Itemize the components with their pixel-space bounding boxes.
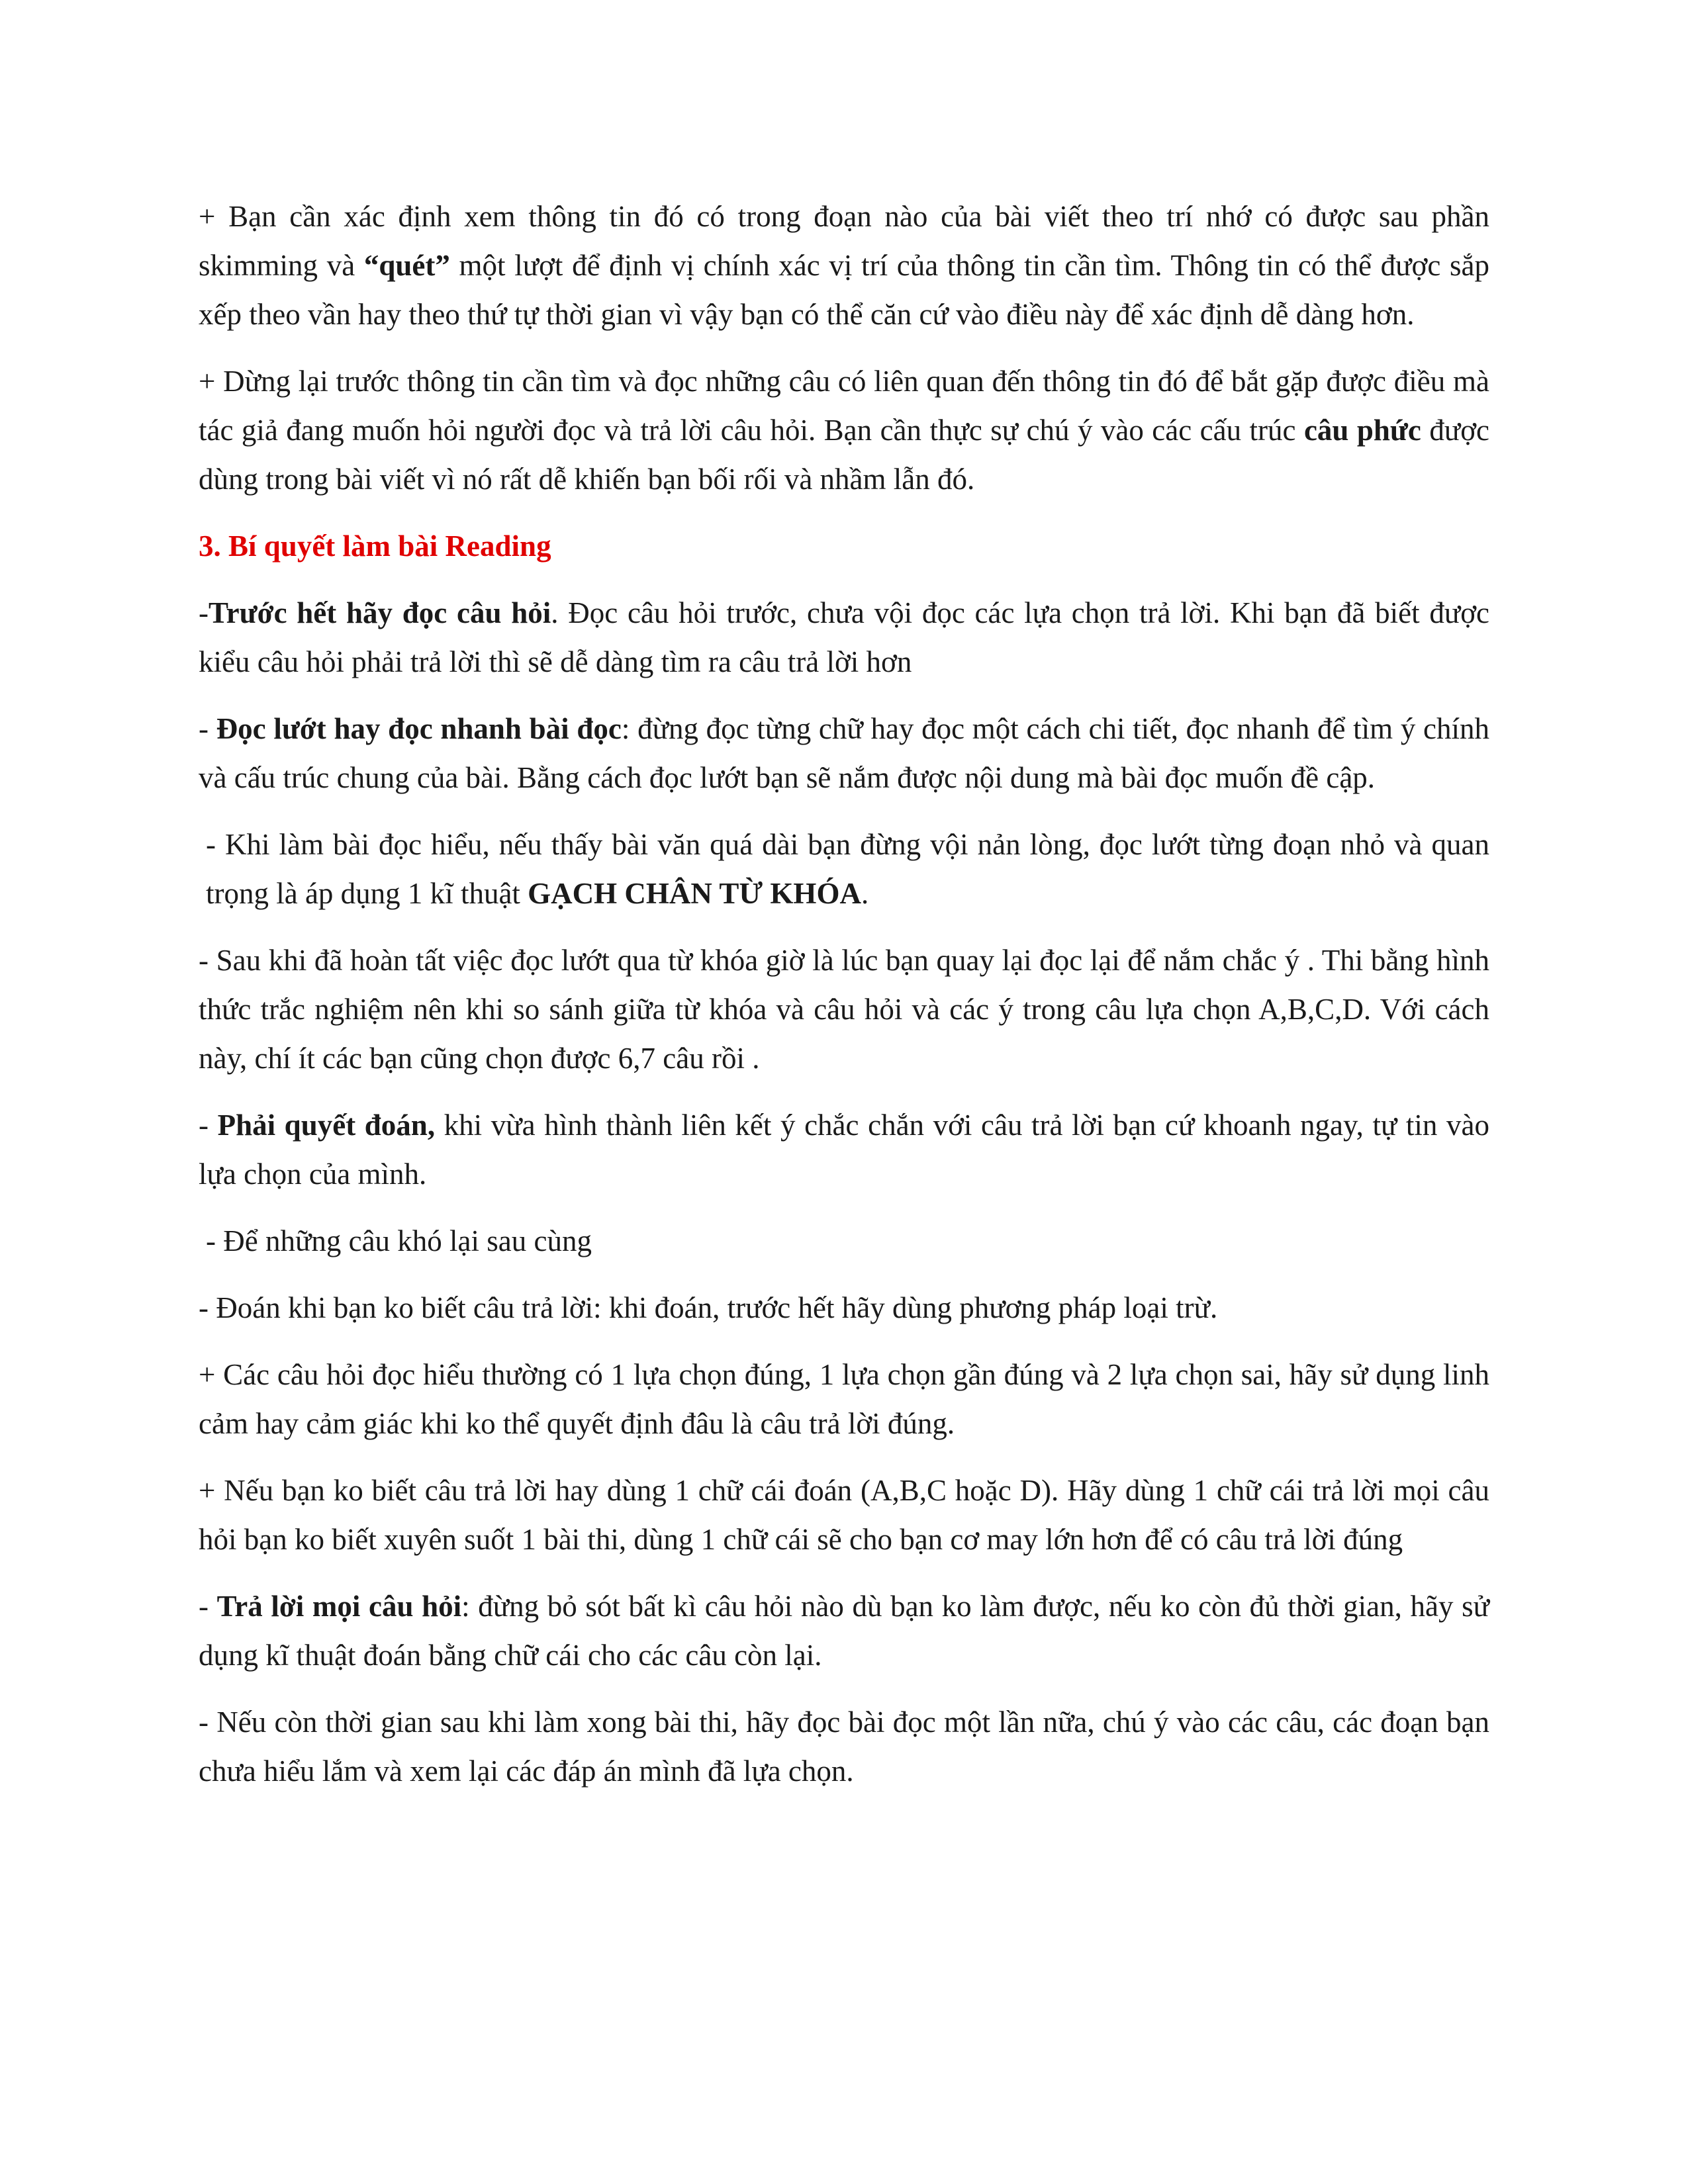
paragraph-underline-keywords: - Khi làm bài đọc hiểu, nếu thấy bài văn quá dài bạn đừng vội nản lòng, đọc lướt từng đoạn nhỏ và quan trọng là áp dụng 1 kĩ thuật GẠCH CHÂN TỪ KHÓA. — [206, 828, 1489, 910]
section-heading: 3. Bí quyết làm bài Reading — [199, 529, 551, 563]
paragraph-answer-all: - Trả lời mọi câu hỏi: đừng bỏ sót bất kì câu hỏi nào dù bạn ko làm được, nếu ko còn đủ thời gian, hãy sử dụng kĩ thuật đoán bằng chữ cái cho các câu còn lại. — [199, 1590, 1490, 1672]
document-page — [199, 192, 1489, 1813]
paragraph-locate-information: + Bạn cần xác định xem thông tin đó có trong đoạn nào của bài viết theo trí nhớ có được sau phần skimming và “quét” một lượt để định vị chính xác vị trí của thông tin cần tìm. Thông tin có thể được sắp xếp theo vần hay theo thứ tự thời gian vì vậy bạn có thể căn cứ vào điều này để xác định dễ dàng hơn. — [199, 200, 1489, 331]
paragraph-stop-before-information: + Dừng lại trước thông tin cần tìm và đọc những câu có liên quan đến thông tin đó để bắt gặp được điều mà tác giả đang muốn hỏi người đọc và trả lời câu hỏi. Bạn cần thực sự chú ý vào các cấu trúc câu phức được dùng trong bài viết vì nó rất dễ khiến bạn bối rối và nhầm lẫn đó. — [199, 365, 1489, 496]
paragraph-single-letter-guess: + Nếu bạn ko biết câu trả lời hay dùng 1 chữ cái đoán (A,B,C hoặc D). Hãy dùng 1 chữ cái trả lời mọi câu hỏi bạn ko biết xuyên suốt 1 bài thi, dùng 1 chữ cái sẽ cho bạn cơ may lớn hơn để có câu trả lời đúng — [199, 1474, 1489, 1556]
paragraph-skim-reading: - Đọc lướt hay đọc nhanh bài đọc: đừng đọc từng chữ hay đọc một cách chi tiết, đọc nhanh để tìm ý chính và cấu trúc chung của bài. Bằng cách đọc lướt bạn sẽ nắm được nội dung mà bài đọc muốn đề cập. — [199, 712, 1489, 794]
bold-term-underline-keywords: GẠCH CHÂN TỪ KHÓA — [528, 877, 861, 910]
bold-term-skim: Đọc lướt hay đọc nhanh bài đọc — [216, 712, 622, 745]
bold-term-answer-all: Trả lời mọi câu hỏi — [216, 1590, 462, 1623]
paragraph-guess-elimination: - Đoán khi bạn ko biết câu trả lời: khi đoán, trước hết hãy dùng phương pháp loại trừ. — [199, 1291, 1218, 1324]
paragraph-review-keywords: - Sau khi đã hoàn tất việc đọc lướt qua từ khóa giờ là lúc bạn quay lại đọc lại để nắm chắc ý . Thi bằng hình thức trắc nghiệm nên khi so sánh giữa từ khóa và câu hỏi và các ý trong câu lựa chọn A,B,C,D. Với cách này, chí ít các bạn cũng chọn được 6,7 câu rồi . — [199, 944, 1489, 1075]
paragraph-read-questions-first: -Trước hết hãy đọc câu hỏi. Đọc câu hỏi trước, chưa vội đọc các lựa chọn trả lời. Khi bạn đã biết được kiểu câu hỏi phải trả lời thì sẽ dễ dàng tìm ra câu trả lời hơn — [199, 596, 1489, 678]
paragraph-hard-questions-last: - Để những câu khó lại sau cùng — [206, 1224, 592, 1257]
paragraph-review-remaining-time: - Nếu còn thời gian sau khi làm xong bài thi, hãy đọc bài đọc một lần nữa, chú ý vào các câu, các đoạn bạn chưa hiểu lắm và xem lại các đáp án mình đã lựa chọn. — [199, 1706, 1489, 1788]
bold-term-cau-phuc: câu phức — [1303, 414, 1421, 447]
paragraph-intuition: + Các câu hỏi đọc hiểu thường có 1 lựa chọn đúng, 1 lựa chọn gần đúng và 2 lựa chọn sai, hãy sử dụng linh cảm hay cảm giác khi ko thể quyết định đâu là câu trả lời đúng. — [199, 1358, 1489, 1440]
bold-term-read-questions: Trước hết hãy đọc câu hỏi — [209, 596, 551, 629]
bold-term-quet: “quét” — [363, 249, 450, 282]
bold-term-decisive: Phải quyết đoán, — [217, 1109, 436, 1142]
paragraph-be-decisive: - Phải quyết đoán, khi vừa hình thành liên kết ý chắc chắn với câu trả lời bạn cứ khoanh ngay, tự tin vào lựa chọn của mình. — [199, 1109, 1489, 1191]
